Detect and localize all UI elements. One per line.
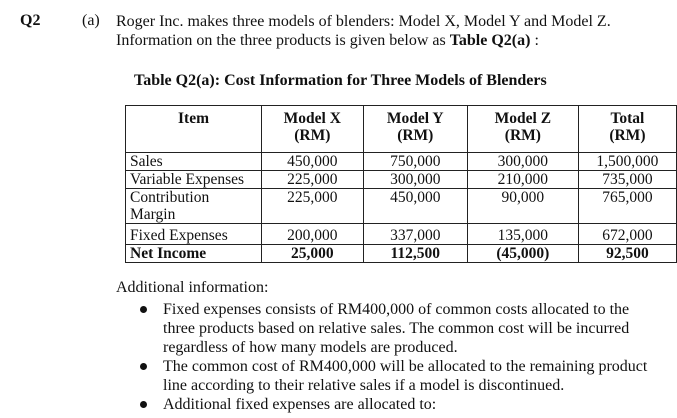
row-label: Net Income [126, 245, 262, 263]
cell-model-y: 112,500 [363, 245, 467, 263]
cell-model-x: 225,000 [262, 171, 364, 189]
bullet-2-line-1: The common cost of RM400,000 will be allocated to the remaining product [163, 358, 648, 375]
row-label: Contribution Margin [126, 189, 262, 224]
question-part: (a) [82, 12, 100, 29]
header-model-y: Model Y (RM) [363, 106, 467, 153]
table-title: Table Q2(a): Cost Information for Three Models of Blenders [134, 72, 547, 89]
additional-info-list [138, 300, 658, 414]
question-intro [116, 12, 664, 50]
cell-model-z: (45,000) [467, 245, 578, 263]
table-row-contribution-margin [126, 189, 677, 224]
header-item: Item [126, 106, 262, 153]
intro-line-2 [116, 31, 664, 50]
cell-model-x: 200,000 [262, 224, 364, 245]
cost-table [125, 105, 677, 263]
table-header-row [126, 106, 677, 153]
intro-table-ref: Table Q2(a) [449, 32, 531, 49]
list-item [138, 395, 658, 414]
cell-model-y: 300,000 [363, 171, 467, 189]
list-item [138, 357, 658, 395]
table-row-sales [126, 153, 677, 171]
intro-line-2-prefix: Information on the three products is given below as [116, 32, 450, 49]
table-row-fixed-expenses [126, 224, 677, 245]
table-row-variable-expenses [126, 171, 677, 189]
cell-total: 672,000 [578, 224, 676, 245]
question-number: Q2 [20, 12, 41, 29]
bullet-icon [140, 306, 147, 313]
cell-model-y: 337,000 [363, 224, 467, 245]
header-model-z: Model Z (RM) [467, 106, 578, 153]
cell-total: 735,000 [578, 171, 676, 189]
cell-model-x: 225,000 [262, 189, 364, 224]
intro-line-2-suffix: : [530, 32, 539, 49]
row-label: Sales [126, 153, 262, 171]
cell-total: 1,500,000 [578, 153, 676, 171]
cell-model-z: 210,000 [467, 171, 578, 189]
bullet-1-line-2: three products based on relative sales. The common cost will be incurred [163, 320, 630, 337]
cell-model-x: 25,000 [262, 245, 364, 263]
cell-total: 765,000 [578, 189, 676, 224]
list-item [138, 300, 658, 357]
additional-info-heading: Additional information: [116, 279, 269, 296]
table-row-net-income [126, 245, 677, 263]
header-model-x: Model X (RM) [262, 106, 364, 153]
cell-model-x: 450,000 [262, 153, 364, 171]
cell-model-y: 750,000 [363, 153, 467, 171]
row-label: Variable Expenses [126, 171, 262, 189]
bullet-3-line-1: Additional fixed expenses are allocated to: [163, 396, 437, 413]
bullet-1-line-3: regardless of how many models are produced. [163, 339, 458, 356]
intro-line-1: Roger Inc. makes three models of blenders: Model X, Model Y and Model Z. [116, 13, 611, 30]
cell-model-z: 90,000 [467, 189, 578, 224]
row-label: Fixed Expenses [126, 224, 262, 245]
bullet-1-line-1: Fixed expenses consists of RM400,000 of common costs allocated to the [163, 301, 630, 318]
cell-model-z: 135,000 [467, 224, 578, 245]
bullet-icon [140, 401, 147, 408]
header-total: Total (RM) [578, 106, 676, 153]
bullet-2-line-2: line according to their relative sales if a model is discontinued. [163, 377, 565, 394]
cell-model-y: 450,000 [363, 189, 467, 224]
cell-model-z: 300,000 [467, 153, 578, 171]
bullet-icon [140, 363, 147, 370]
cell-total: 92,500 [578, 245, 676, 263]
